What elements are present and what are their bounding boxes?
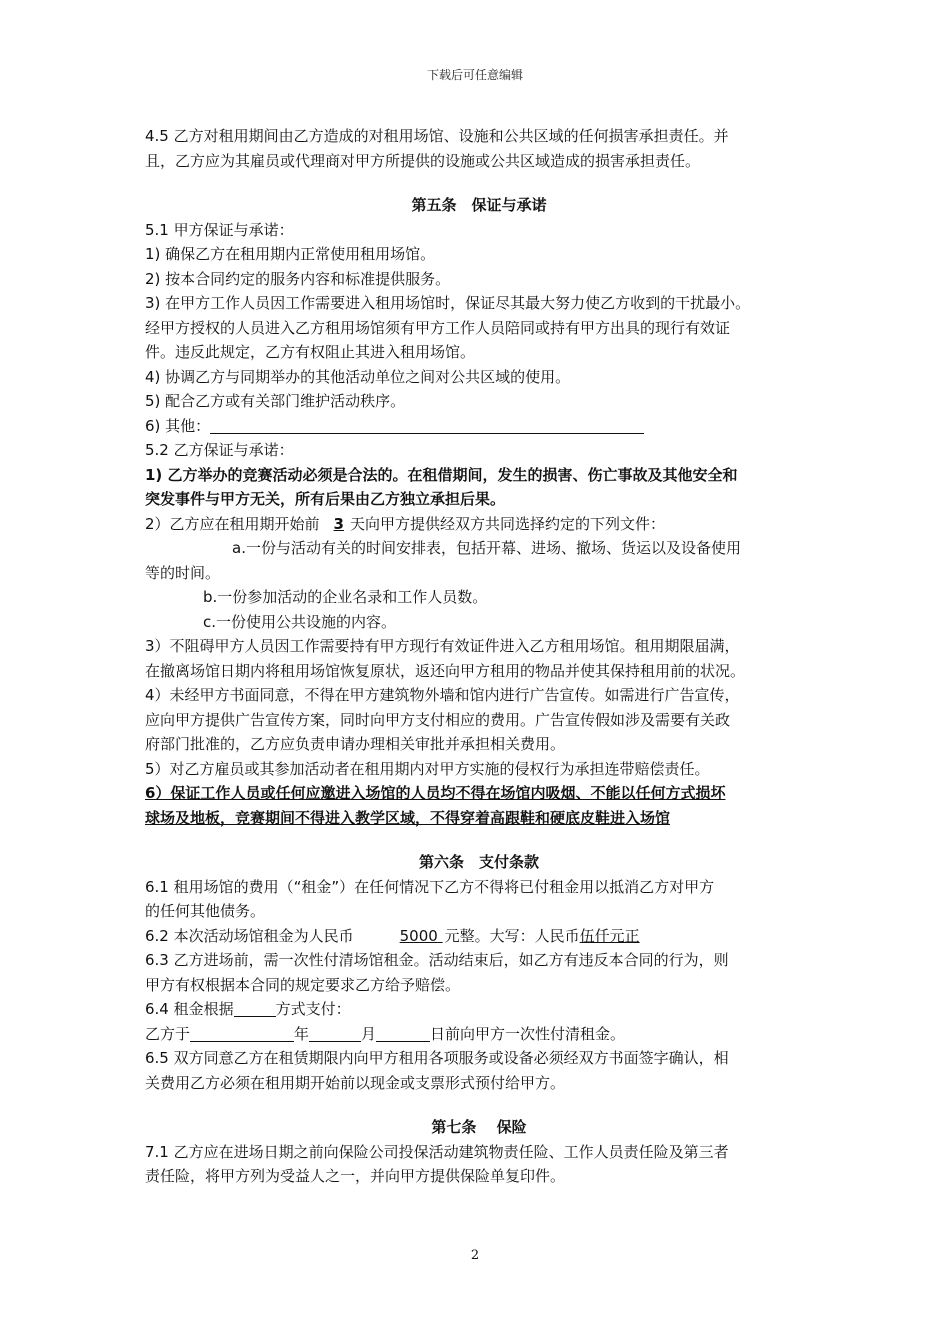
item-2-suffix: 天向甲方提供经双方共同选择约定的下列文件： [349,514,665,533]
clause-5-2-item-3-line2: 在撤离场馆日期内将租用场馆恢复原状，返还向甲方租用的物品并使其保持租用前的状况。 [145,661,746,680]
payment-month-blank[interactable] [309,1024,361,1042]
rent-amount: 5000 [399,926,438,945]
clause-5-2-item-5: 5）对乙方雇员或其参加活动者在租用期内对甲方实施的侵权行为承担连带赔偿责任。 [145,759,710,778]
payment-method-suffix: 方式支付： [275,1000,351,1018]
payment-date-prefix: 乙方于 [145,1024,191,1043]
clause-5-1-item-4: 4) 协调乙方与同期举办的其他活动单位之间对公共区域的使用。 [145,367,571,386]
clause-5-1-item-3-line3: 件。违反此规定，乙方有权阻止其进入租用场馆。 [145,343,476,361]
clause-5-1-item-3-line1: 3) 在甲方工作人员因工作需要进入租用场馆时，保证尽其最大努力使乙方收到的干扰最小。 [145,294,751,312]
clause-5-2-item-2 [145,512,813,537]
other-blank-field[interactable] [210,416,554,434]
payment-day-blank[interactable] [376,1024,430,1042]
clause-4-5-line1: 4.5 乙方对租用期间由乙方造成的对租用场馆、设施和公共区域的任何损害承担责任。并 [145,127,729,145]
clause-5-2-item-6-line2: 球场及地板，竞赛期间不得进入教学区域，不得穿着高跟鞋和硬底皮鞋进入场馆 [145,808,671,827]
year-label: 年 [294,1024,310,1043]
rent-amount-words: 伍仟元正 [579,926,640,945]
clause-5-1-item-6 [145,414,813,439]
clause-7-1-line1: 7.1 乙方应在进场日期之前向保险公司投保活动建筑物责任险、工作人员责任险及第三者 [145,1142,729,1161]
rent-prefix: 6.2 本次活动场馆租金为人民币 [145,926,354,945]
clause-6-2 [145,924,813,949]
doc-item-b: b.一份参加活动的企业名录和工作人员数。 [203,588,488,606]
clause-5-2-item-1-line1: 1) 乙方举办的竞赛活动必须是合法的。在租借期间，发生的损害、伤亡事故及其他安全和 [145,465,738,484]
item-2-prefix: 2）乙方应在租用期开始前 [145,514,320,533]
doc-item-c: c.一份使用公共设施的内容。 [203,612,397,631]
page-number: 2 [470,1248,480,1263]
clause-5-2-item-3-line1: 3）不阻碍甲方人员因工作需要持有甲方现行有效证件进入乙方租用场馆。租用期限届满， [145,637,740,655]
clause-5-1: 5.1 甲方保证与承诺： [145,220,294,239]
payment-date-suffix: 日前向甲方一次性付清租金。 [430,1024,626,1043]
clause-6-1-line2: 的任何其他债务。 [145,902,266,920]
article-5-title: 第五条 保证与承诺 [411,196,547,214]
payment-year-blank[interactable] [190,1024,294,1042]
clause-5-2-item-4-line3: 府部门批准的，乙方应负责申请办理相关审批并承担相关费用。 [145,735,566,753]
payment-date-line [145,1022,813,1047]
clause-5-2-item-4-line1: 4）未经甲方书面同意，不得在甲方建筑物外墙和馆内进行广告宣传。如需进行广告宣传， [145,686,740,704]
clause-5-1-item-5: 5) 配合乙方或有关部门维护活动秩序。 [145,392,406,410]
clause-6-4 [145,997,813,1022]
days-value: 3 [333,514,344,533]
clause-6-5-line2: 关费用乙方必须在租用期开始前以现金或支票形式预付给甲方。 [145,1073,566,1092]
clause-5-2-item-6-line1: 6）保证工作人员或任何应邀进入场馆的人员均不得在场馆内吸烟、不能以任何方式损坏 [145,784,726,802]
clause-5-1-item-3-line2: 经甲方授权的人员进入乙方租用场馆须有甲方工作人员陪同或持有甲方出具的现行有效证 [145,318,731,337]
clause-6-3-line1: 6.3 乙方进场前，需一次性付清场馆租金。活动结束后，如乙方有违反本合同的行为，则 [145,951,729,969]
clause-5-2: 5.2 乙方保证与承诺： [145,441,294,459]
payment-method-blank[interactable] [234,999,276,1017]
item-6-label: 6) 其他： [145,416,211,435]
other-blank-field-ext[interactable] [554,416,644,434]
rent-middle: 元整。大写：人民币 [444,926,580,945]
clause-6-1-line1: 6.1 租用场馆的费用（“租金”）在任何情况下乙方不得将已付租金用以抵消乙方对甲方 [145,877,715,896]
clause-5-2-item-1-line2: 突发事件与甲方无关，所有后果由乙方独立承担后果。 [145,490,506,508]
clause-5-2-item-4-line2: 应向甲方提供广告宣传方案，同时向甲方支付相应的费用。广告宣传假如涉及需要有关政 [145,710,731,729]
article-6-title: 第六条 支付条款 [418,853,539,871]
clause-5-1-item-1: 1) 确保乙方在租用期内正常使用租用场馆。 [145,245,436,263]
payment-method-prefix: 6.4 租金根据 [145,1000,234,1018]
article-7-title: 第七条 保险 [431,1118,527,1136]
page-header: 下载后可任意编辑 [426,68,523,82]
clause-6-5-line1: 6.5 双方同意乙方在租赁期限内向甲方租用各项服务或设备必须经双方书面签字确认，相 [145,1049,729,1067]
clause-4-5-line2: 且，乙方应为其雇员或代理商对甲方所提供的设施或公共区域造成的损害承担责任。 [145,151,701,170]
document-body [145,124,813,1189]
month-label: 月 [361,1024,377,1043]
clause-6-3-line2: 甲方有权根据本合同的规定要求乙方给予赔偿。 [145,975,461,994]
clause-5-1-item-2: 2) 按本合同约定的服务内容和标准提供服务。 [145,269,451,288]
clause-7-1-line2: 责任险，将甲方列为受益人之一，并向甲方提供保险单复印件。 [145,1167,566,1185]
doc-item-a-line1: a.一份与活动有关的时间安排表，包括开幕、进场、撤场、货运以及设备使用 [232,539,741,557]
doc-item-a-line2: 等的时间。 [145,563,221,582]
